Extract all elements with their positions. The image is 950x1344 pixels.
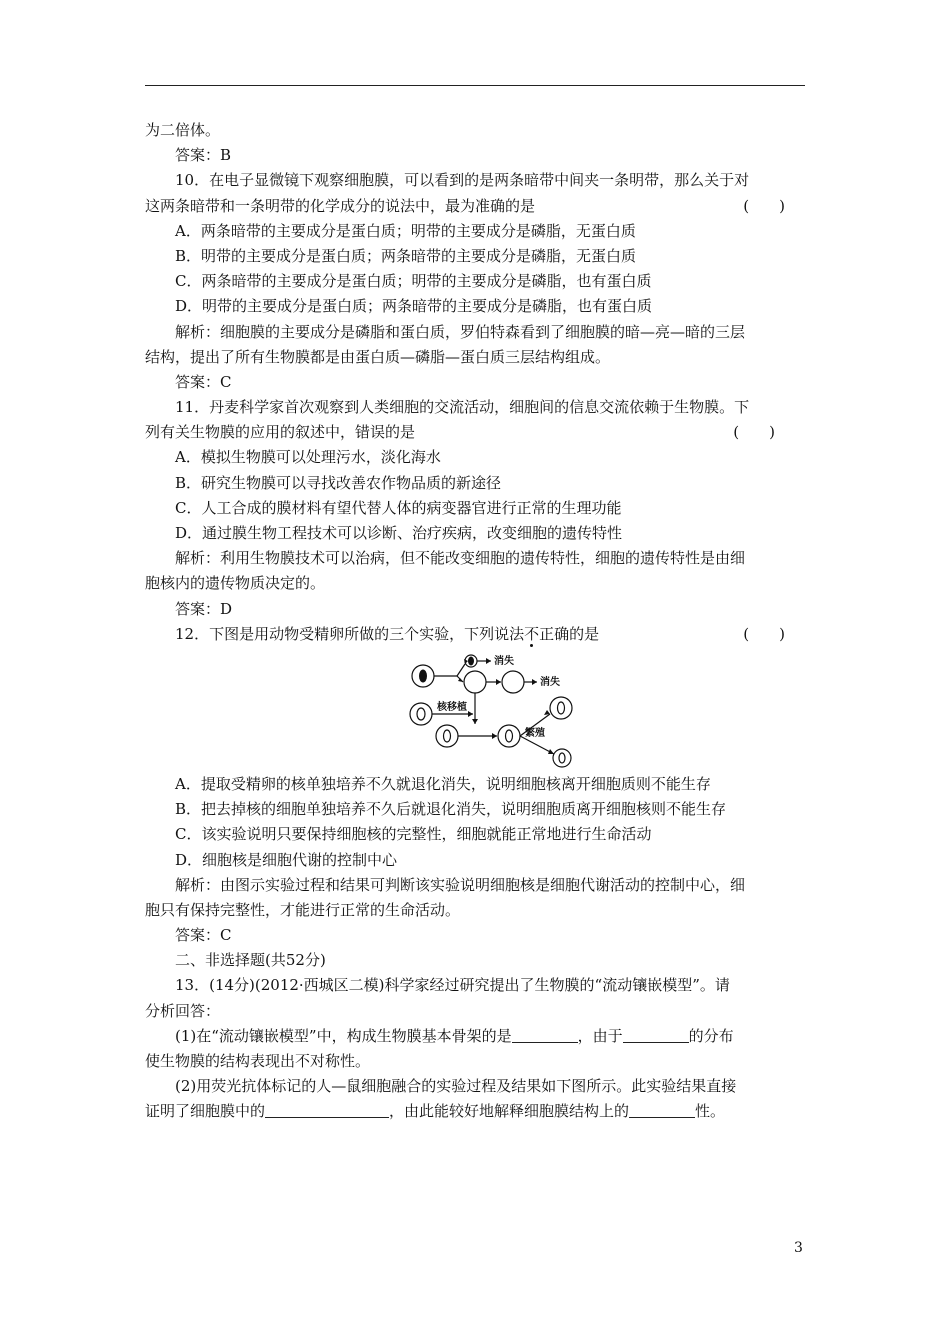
q13-1-text-post: 的分布	[688, 1026, 734, 1045]
experiment-diagram	[407, 652, 587, 768]
q13-1-text-mid: ，由于	[577, 1026, 623, 1045]
enucleated-cell-2	[502, 671, 524, 693]
q13-1-text-pre: (1)在“流动镶嵌模型”中，构成生物膜基本骨架的是	[175, 1026, 512, 1045]
page-content	[145, 118, 805, 1125]
arrowhead-5	[532, 679, 537, 685]
explanation-12-line2: 胞只有保持完整性，才能进行正常的生命活动。	[145, 900, 461, 919]
label-nuclear-transplant: 核移植	[437, 701, 467, 713]
reconstructed-nucleus-1	[444, 730, 451, 742]
option-12b: B．把去掉核的细胞单独培养不久后就退化消失，说明细胞质离开细胞核则不能生存	[175, 800, 727, 819]
arrowhead-2	[458, 678, 463, 682]
offspring-cell-1	[550, 697, 572, 719]
label-disappear-1: 消失	[494, 655, 514, 667]
question-10-line2	[145, 194, 805, 219]
enucleated-cell-1	[464, 671, 486, 693]
arrowhead-8	[492, 733, 497, 739]
reconstructed-cell-2	[498, 725, 520, 747]
option-10a: A．两条暗带的主要成分是蛋白质；明带的主要成分是磷脂，无蛋白质	[175, 221, 636, 240]
arrow-to-nucleus	[457, 664, 465, 676]
question-11-text: 列有关生物膜的应用的叙述中，错误的是	[145, 423, 416, 442]
explanation-12-line1: 解析：由图示实验过程和结果可判断该实验说明细胞核是细胞代谢活动的控制中心，细	[175, 875, 746, 894]
answer-10: 答案：C	[175, 372, 232, 391]
text-line: 为二倍体。	[145, 121, 221, 139]
arrowhead-6	[472, 719, 478, 724]
fill-blank-4[interactable]	[629, 1101, 695, 1118]
question-10-line1: 10．在电子显微镜下观察细胞膜，可以看到的是两条暗带中间夹一条明带，那么关于对	[175, 171, 750, 190]
fill-blank-3[interactable]	[265, 1101, 389, 1118]
answer-12: 答案：C	[175, 926, 232, 945]
page-number: 3	[794, 1240, 803, 1256]
arrowhead-7	[468, 711, 473, 717]
explanation-10-line2: 结构，提出了所有生物膜都是由蛋白质—磷脂—蛋白质三层结构组成。	[145, 347, 611, 366]
header-rule	[145, 85, 805, 86]
option-11a: A．模拟生物膜可以处理污水，淡化海水	[175, 448, 441, 467]
question-10-text: 这两条暗带和一条明带的化学成分的说法中，最为准确的是	[145, 196, 536, 215]
option-10d: D．明带的主要成分是蛋白质；两条暗带的主要成分是磷脂，也有蛋白质	[175, 297, 653, 316]
option-11c: C．人工合成的膜材料有望代替人体的病变器官进行正常的生理功能	[175, 498, 622, 517]
question-11-line2	[145, 420, 805, 445]
explanation-10-line1: 解析：细胞膜的主要成分是磷脂和蛋白质，罗伯特森看到了细胞膜的暗—亮—暗的三层	[175, 322, 746, 341]
question-13-2-line1: (2)用荧光抗体标记的人—鼠细胞融合的实验过程及结果如下图所示。此实验结果直接	[175, 1077, 737, 1096]
reconstructed-cell-1	[436, 725, 458, 747]
answer-9: 答案：B	[175, 146, 232, 165]
arrowhead-4	[496, 679, 501, 685]
q13-2-text-pre: 证明了细胞膜中的	[145, 1102, 266, 1121]
option-12c: C．该实验说明只要保持细胞核的完整性，细胞就能正常地进行生命活动	[175, 825, 652, 844]
question-12-text-post: 正确的是	[539, 624, 600, 643]
reconstructed-nucleus-2	[506, 730, 513, 742]
question-13-1-line1	[145, 1024, 805, 1049]
label-reproduce: 繁殖	[525, 727, 545, 739]
q13-2-text-post: 性。	[695, 1102, 726, 1121]
label-disappear-2: 消失	[540, 676, 560, 688]
donor-nucleus	[417, 708, 425, 720]
option-11b: B．研究生物膜可以寻找改善农作物品质的新途径	[175, 473, 502, 492]
option-12d: D．细胞核是细胞代谢的控制中心	[175, 850, 398, 869]
section-heading-2: 二、非选择题(共52分)	[175, 951, 326, 970]
question-13-line2: 分析回答：	[145, 1001, 221, 1020]
extracted-nucleus-dark	[468, 656, 474, 665]
q13-2-text-mid: ，由此能较好地解释细胞膜结构上的	[389, 1102, 630, 1121]
option-10c: C．两条暗带的主要成分是蛋白质；明带的主要成分是磷脂，也有蛋白质	[175, 272, 652, 291]
emphasis-dot-word: 不	[524, 624, 540, 643]
offspring-nucleus-2	[559, 753, 565, 763]
explanation-11-line1: 解析：利用生物膜技术可以治病，但不能改变细胞的遗传特性，细胞的遗传特性是由细	[175, 549, 746, 568]
option-12a: A．提取受精卵的核单独培养不久就退化消失，说明细胞核离开细胞质则不能生存	[175, 774, 711, 793]
fill-blank-2[interactable]	[623, 1026, 689, 1043]
egg-nucleus	[419, 669, 427, 682]
question-11-line1: 11．丹麦科学家首次观察到人类细胞的交流活动，细胞间的信息交流依赖于生物膜。下	[175, 398, 750, 417]
answer-11: 答案：D	[175, 599, 233, 618]
offspring-nucleus-1	[558, 702, 565, 714]
offspring-cell-2	[553, 749, 571, 767]
option-11d: D．通过膜生物工程技术可以诊断、治疗疾病，改变细胞的遗传特性	[175, 524, 623, 542]
answer-paren-12: ( )	[743, 624, 785, 643]
donor-cell	[410, 703, 432, 725]
fill-blank-1[interactable]	[512, 1026, 578, 1043]
answer-paren-10: ( )	[743, 196, 785, 215]
question-12	[145, 622, 805, 647]
option-10b: B．明带的主要成分是蛋白质；两条暗带的主要成分是磷脂，无蛋白质	[175, 246, 637, 265]
question-13-line1: 13．(14分)(2012·西城区二模)科学家经过研究提出了生物膜的“流动镶嵌模型”。请	[175, 976, 730, 995]
experiment-figure	[145, 650, 805, 770]
question-13-2-line2	[145, 1099, 805, 1124]
arrowhead-3	[486, 658, 491, 664]
question-13-1-line2: 使生物膜的结构表现出不对称性。	[145, 1052, 371, 1070]
question-12-text-pre: 12．下图是用动物受精卵所做的三个实验，下列说法	[175, 624, 525, 643]
explanation-11-line2: 胞核内的遗传物质决定的。	[145, 574, 326, 593]
answer-paren-11: ( )	[733, 423, 775, 442]
